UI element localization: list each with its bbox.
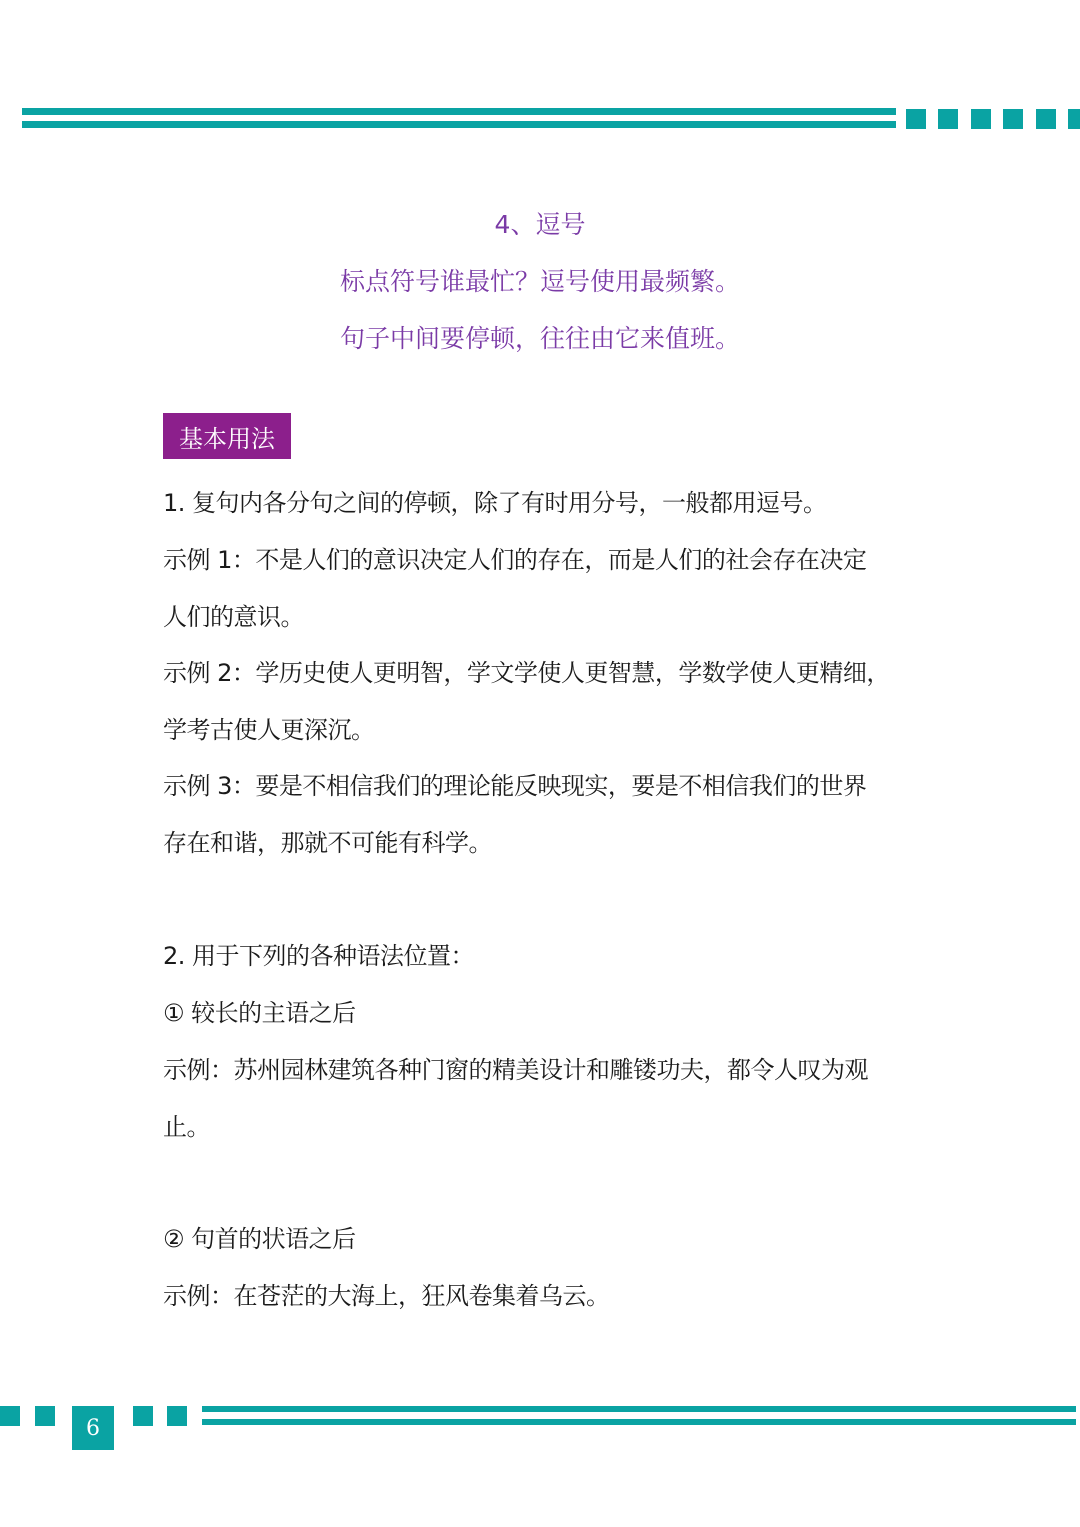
footer-square (133, 1406, 153, 1426)
footer-rule-top (202, 1406, 1076, 1412)
verse-line-1: 标点符号谁最忙？逗号使用最频繁。 (339, 267, 740, 296)
body-line: 人们的意识。 (163, 603, 304, 631)
body-line: ① 较长的主语之后 (163, 999, 356, 1027)
body-line: 示例 1：不是人们的意识决定人们的存在，而是人们的社会存在决定 (163, 546, 867, 574)
footer-square (0, 1406, 20, 1426)
body-line: ② 句首的状语之后 (163, 1225, 356, 1253)
body-line: 2. 用于下列的各种语法位置： (163, 942, 475, 970)
body-line: 示例：在苍茫的大海上，狂风卷集着乌云。 (163, 1282, 610, 1310)
body-line: 示例：苏州园林建筑各种门窗的精美设计和雕镂功夫，都令人叹为观 (163, 1056, 868, 1084)
section-label: 基本用法 (163, 413, 291, 459)
body-line: 示例 2：学历史使人更明智，学文学使人更智慧，学数学使人更精细， (163, 659, 890, 687)
body-line: 示例 3：要是不相信我们的理论能反映现实，要是不相信我们的世界 (163, 772, 867, 800)
verse-line-2: 句子中间要停顿，往往由它来值班。 (339, 324, 740, 353)
footer-square (35, 1406, 55, 1426)
header-square (1003, 109, 1023, 129)
body-line: 存在和谐，那就不可能有科学。 (163, 829, 492, 857)
header-square (906, 109, 926, 129)
header-square (971, 109, 991, 129)
header-square (1036, 109, 1056, 129)
header-rule-top (22, 108, 896, 115)
header-square (938, 109, 958, 129)
footer-square (167, 1406, 187, 1426)
footer-rule-bottom (202, 1419, 1076, 1425)
body-line: 学考古使人更深沉。 (163, 716, 375, 744)
body-line: 1. 复句内各分句之间的停顿，除了有时用分号，一般都用逗号。 (163, 489, 827, 517)
page-number: 6 (72, 1406, 114, 1450)
section-heading: 4、逗号 (494, 210, 586, 239)
header-square (1068, 109, 1080, 129)
title-block (0, 196, 1080, 367)
body-line: 止。 (163, 1113, 210, 1141)
header-rule-bottom (22, 121, 896, 128)
